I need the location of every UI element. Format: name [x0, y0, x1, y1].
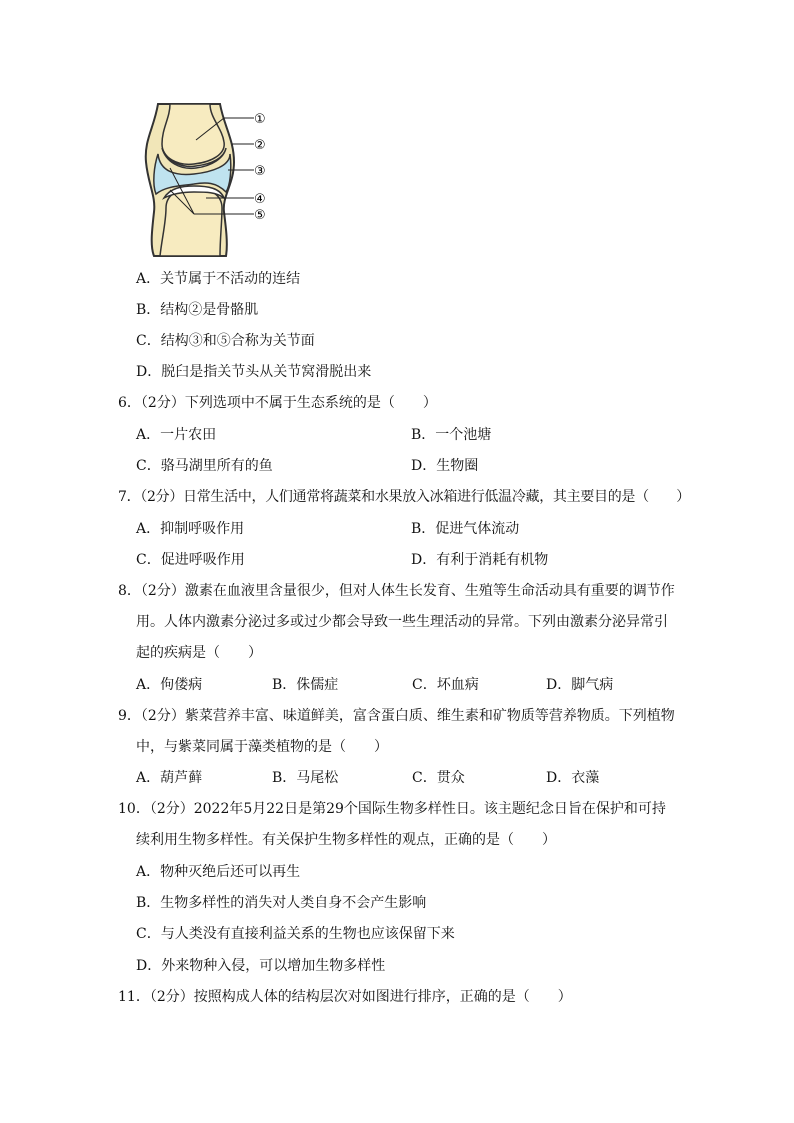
q8-option-a: A．佝偻病 [136, 677, 203, 693]
q10-option-d: D．外来物种入侵，可以增加生物多样性 [136, 958, 386, 974]
q9-option-d: D．衣藻 [546, 770, 600, 786]
q8-stem-line-2: 用。人体内激素分泌过多或过少都会导致一些生理活动的异常。下列由激素分泌异常引 [136, 614, 668, 630]
q7-stem: 7．（2分）日常生活中，人们通常将蔬菜和水果放入冰箱进行低温冷藏，其主要目的是（ ） [118, 489, 690, 505]
q6-option-b: B．一个池塘 [411, 427, 492, 443]
q7-option-a: A．抑制呼吸作用 [136, 521, 245, 537]
q6-stem: 6．（2分）下列选项中不属于生态系统的是（ ） [118, 395, 437, 411]
joint-diagram-svg [136, 100, 276, 258]
joint-diagram [136, 100, 276, 258]
q5-option-b: B．结构②是骨骼肌 [136, 302, 259, 318]
q9-option-b: B．马尾松 [272, 770, 339, 786]
q5-option-a: A．关节属于不活动的连结 [136, 271, 301, 287]
q10-stem-line-1: 10．（2分）2022年5月22日是第29个国际生物多样性日。该主题纪念日旨在保护和可持 [118, 801, 666, 817]
figure-label-3: ③ [254, 164, 266, 179]
q7-option-c: C．促进呼吸作用 [136, 552, 245, 568]
q10-option-c: C．与人类没有直接利益关系的生物也应该保留下来 [136, 926, 455, 942]
figure-label-2: ② [254, 138, 266, 153]
figure-label-1: ① [254, 112, 266, 127]
q10-option-a: A．物种灭绝后还可以再生 [136, 864, 301, 880]
q11-stem: 11．（2分）按照构成人体的结构层次对如图进行排序，正确的是（ ） [118, 989, 572, 1005]
q8-option-b: B．侏儒症 [272, 677, 339, 693]
q6-option-a: A．一片农田 [136, 427, 217, 443]
q8-stem-line-1: 8．（2分）激素在血液里含量很少，但对人体生长发育、生殖等生命活动具有重要的调节作 [118, 583, 675, 599]
q6-option-d: D．生物圈 [411, 458, 479, 474]
q8-option-d: D．脚气病 [546, 677, 614, 693]
q9-stem-line-2: 中，与紫菜同属于藻类植物的是（ ） [136, 739, 388, 755]
q9-option-a: A．葫芦藓 [136, 770, 203, 786]
q8-option-c: C．坏血病 [412, 677, 479, 693]
figure-label-5: ⑤ [254, 208, 266, 223]
q7-option-b: B．促进气体流动 [411, 521, 520, 537]
q10-stem-line-2: 续利用生物多样性。有关保护生物多样性的观点，正确的是（ ） [136, 832, 556, 848]
q9-option-c: C．贯众 [412, 770, 465, 786]
q10-option-b: B．生物多样性的消失对人类自身不会产生影响 [136, 895, 427, 911]
q5-option-d: D．脱臼是指关节头从关节窝滑脱出来 [136, 364, 372, 380]
figure-label-4: ④ [254, 192, 266, 207]
q7-option-d: D．有利于消耗有机物 [411, 552, 549, 568]
q8-stem-line-3: 起的疾病是（ ） [136, 645, 262, 661]
q9-stem-line-1: 9．（2分）紫菜营养丰富、味道鲜美，富含蛋白质、维生素和矿物质等营养物质。下列植物 [118, 708, 675, 724]
q5-option-c: C．结构③和⑤合称为关节面 [136, 333, 315, 349]
q6-option-c: C．骆马湖里所有的鱼 [136, 458, 273, 474]
